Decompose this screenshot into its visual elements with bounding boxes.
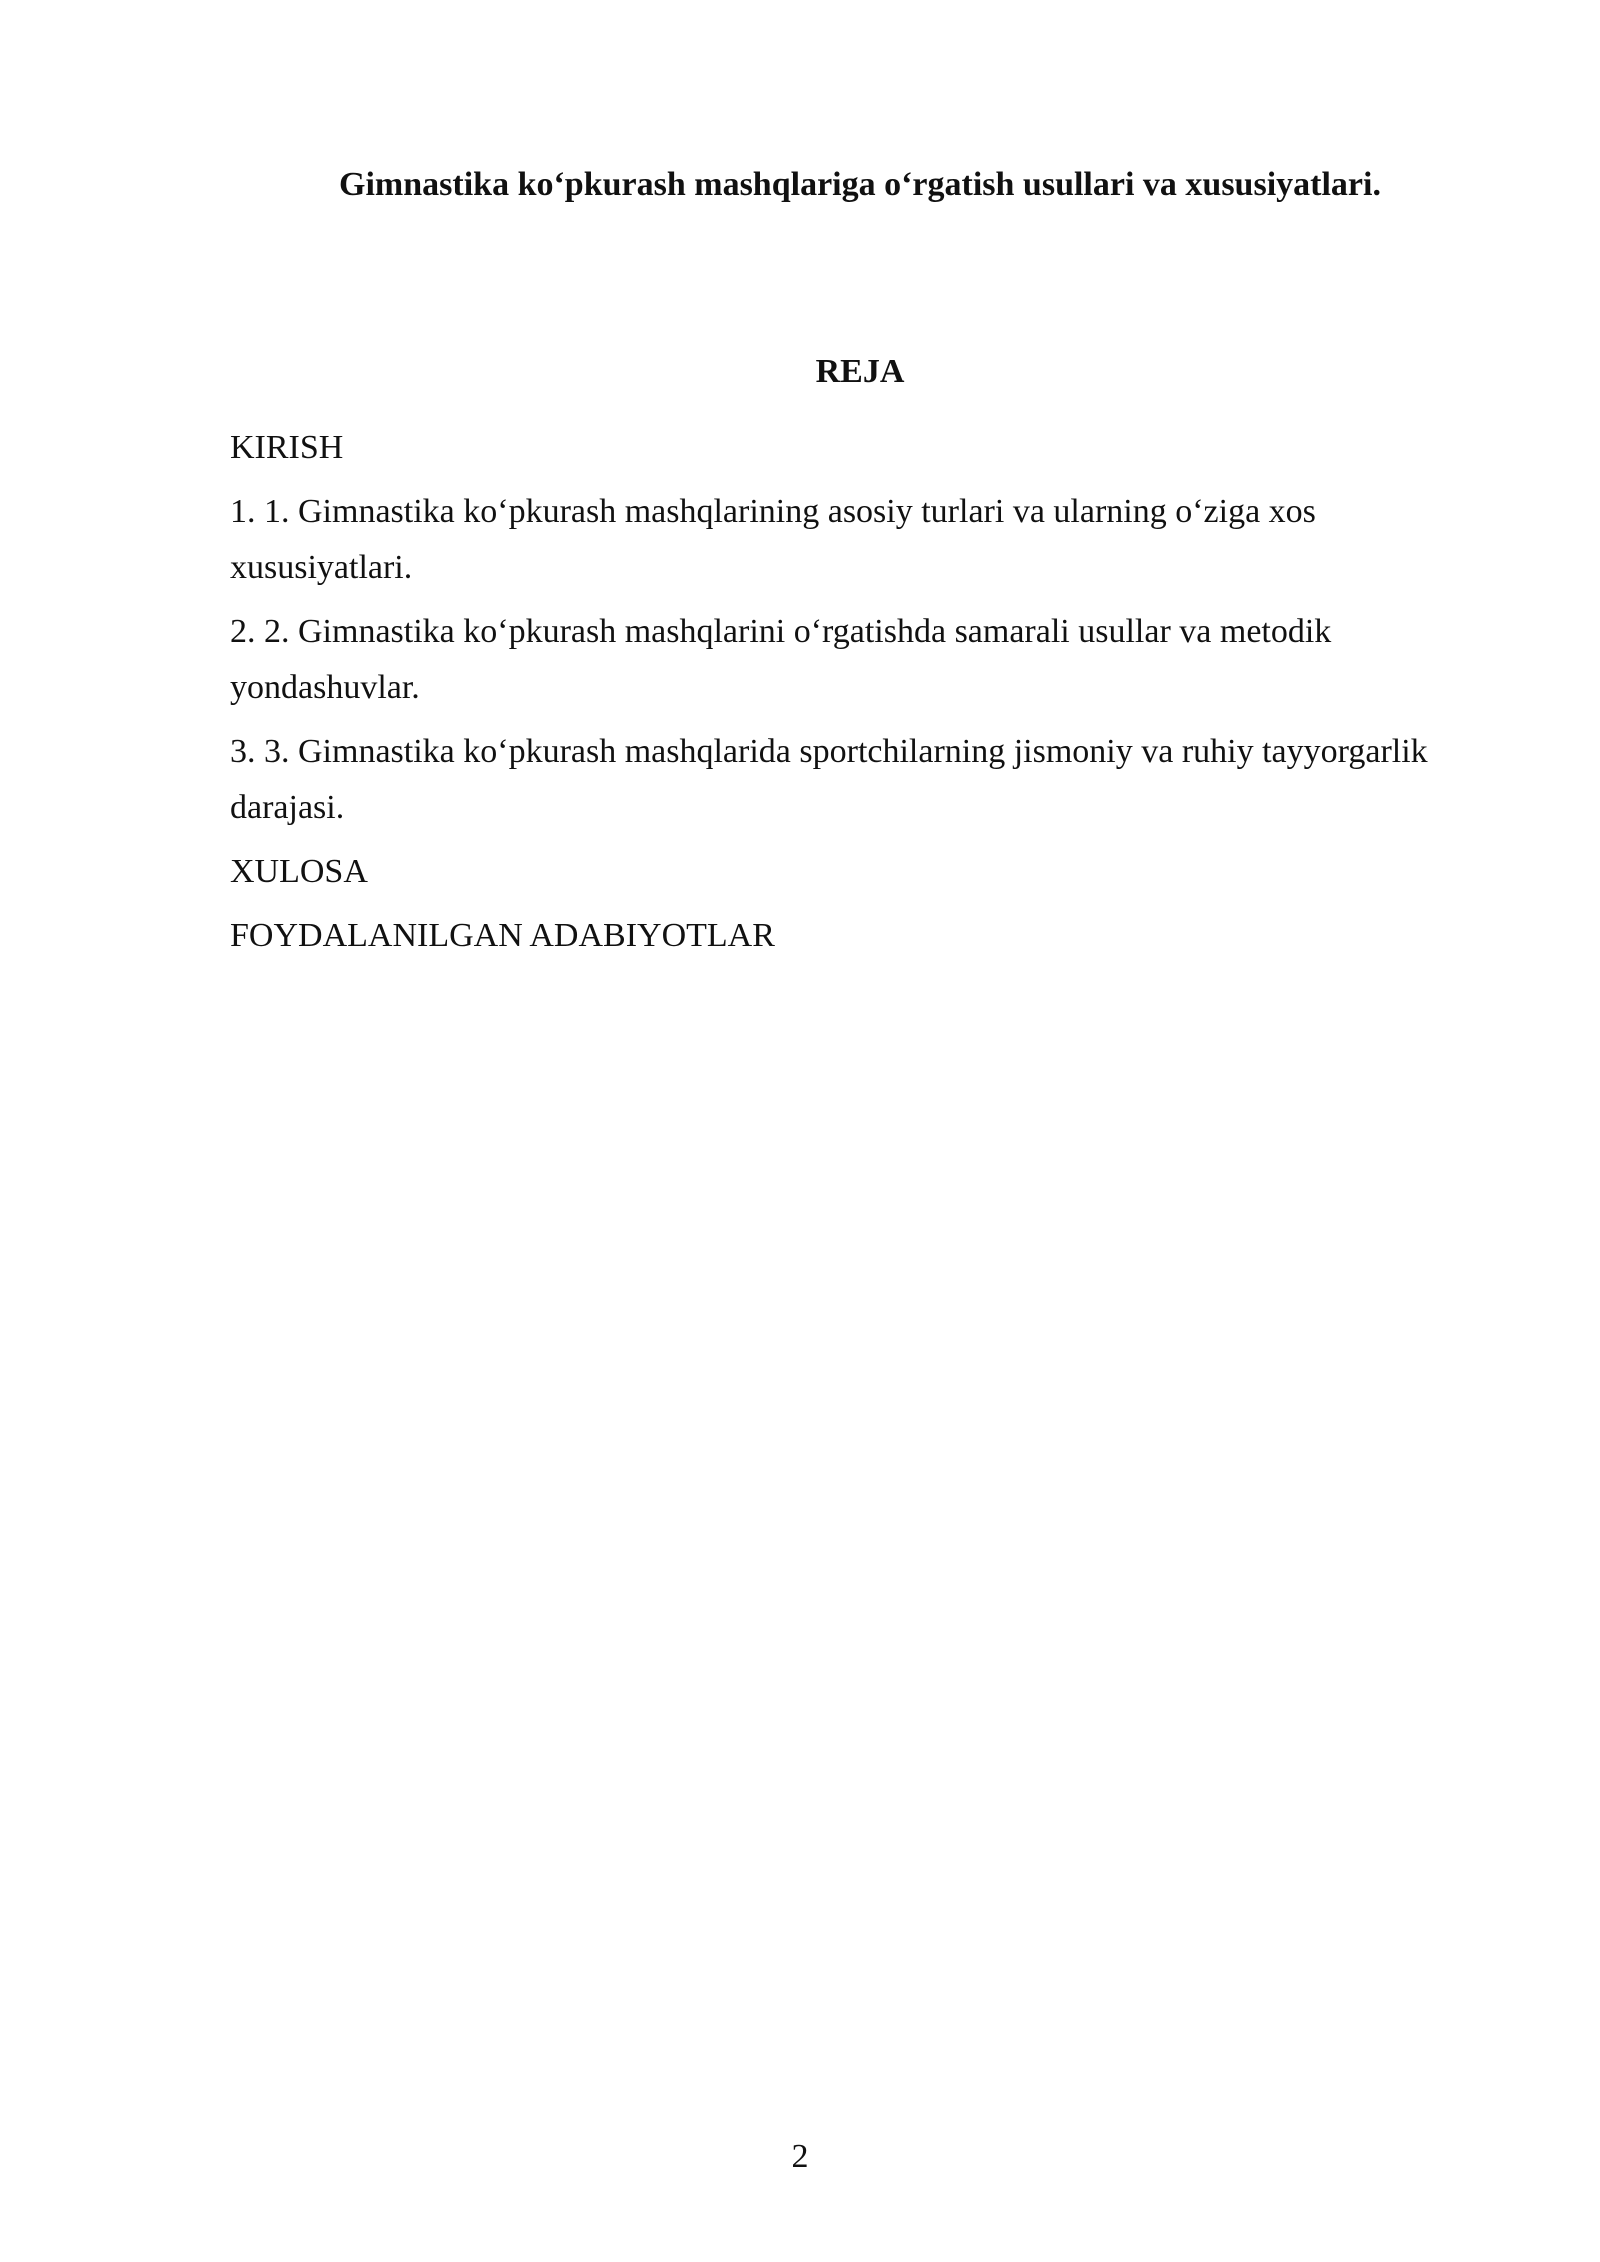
plan-item-introduction: KIRISH — [230, 429, 344, 466]
plan-item-conclusion: XULOSA — [230, 853, 368, 890]
document-title: Gimnastika ko‘pkurash mashqlariga o‘rgatish usullari va xususiyatlari. — [339, 166, 1381, 203]
plan-item-1: 1. 1. Gimnastika ko‘pkurash mashqlarining asosiy turlari va ularning o‘ziga xos xususiyatlari. — [230, 493, 1316, 586]
plan-item-references: FOYDALANILGAN ADABIYOTLAR — [230, 917, 775, 954]
plan-list — [230, 420, 1490, 972]
plan-item-2: 2. 2. Gimnastika ko‘pkurash mashqlarini o‘rgatishda samarali usullar va metodik yondashuvlar. — [230, 613, 1332, 706]
plan-item-3: 3. 3. Gimnastika ko‘pkurash mashqlarida sportchilarning jismoniy va ruhiy tayyorgarlik darajasi. — [230, 733, 1428, 826]
page-number: 2 — [791, 2138, 809, 2175]
plan-heading: REJA — [815, 353, 905, 390]
